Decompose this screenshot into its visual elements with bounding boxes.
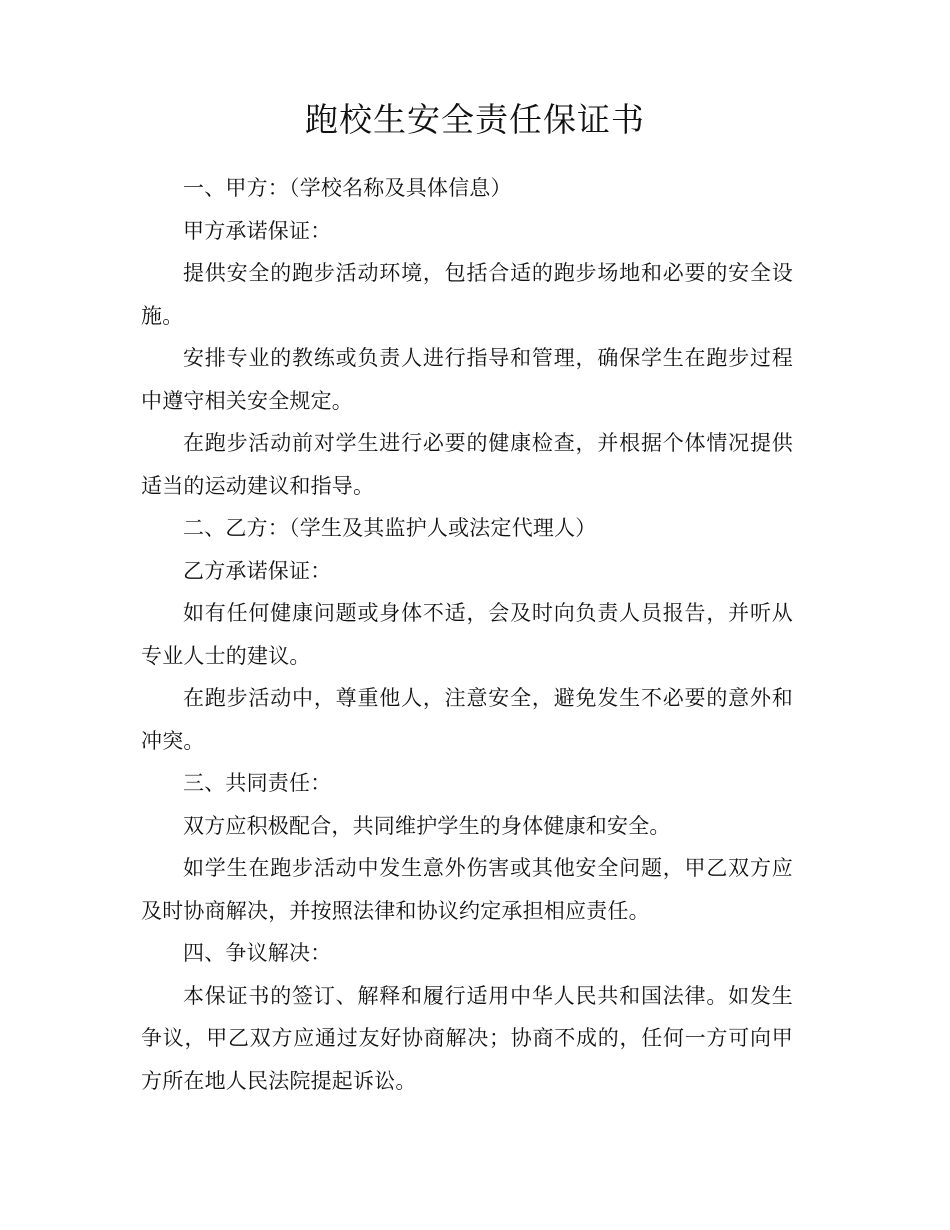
section-heading-party-a: 一、甲方：（学校名称及具体信息） <box>183 176 512 200</box>
party-b-item-safety: 在跑步活动中，尊重他人，注意安全，避免发生不必要的意外和冲突。 <box>141 686 793 753</box>
joint-item-accidents: 如学生在跑步活动中发生意外伤害或其他安全问题，甲乙双方应及时协商解决，并按照法律和协议约定承担相应责任。 <box>141 856 793 923</box>
party-a-item-coaching: 安排专业的教练或负责人进行指导和管理，确保学生在跑步过程中遵守相关安全规定。 <box>141 346 793 413</box>
joint-item-cooperation: 双方应积极配合，共同维护学生的身体健康和安全。 <box>183 813 671 838</box>
document-title: 跑校生安全责任保证书 <box>305 100 645 139</box>
document-body <box>141 167 793 1102</box>
party-a-commitment-label: 甲方承诺保证： <box>183 218 332 243</box>
party-a-item-environment: 提供安全的跑步活动环境，包括合适的跑步场地和必要的安全设施。 <box>141 261 793 328</box>
section-heading-party-b: 二、乙方：（学生及其监护人或法定代理人） <box>183 516 597 540</box>
party-b-item-health-report: 如有任何健康问题或身体不适，会及时向负责人员报告，并听从专业人士的建议。 <box>141 601 793 668</box>
section-heading-joint-responsibility: 三、共同责任： <box>183 771 332 795</box>
party-b-commitment-label: 乙方承诺保证： <box>183 558 332 583</box>
dispute-resolution-text: 本保证书的签订、解释和履行适用中华人民共和国法律。如发生争议，甲乙双方应通过友好协商解决；协商不成的，任何一方可向甲方所在地人民法院提起诉讼。 <box>141 983 793 1093</box>
party-a-item-health-check: 在跑步活动前对学生进行必要的健康检查，并根据个体情况提供适当的运动建议和指导。 <box>141 431 793 498</box>
section-heading-dispute-resolution: 四、争议解决： <box>183 941 332 965</box>
